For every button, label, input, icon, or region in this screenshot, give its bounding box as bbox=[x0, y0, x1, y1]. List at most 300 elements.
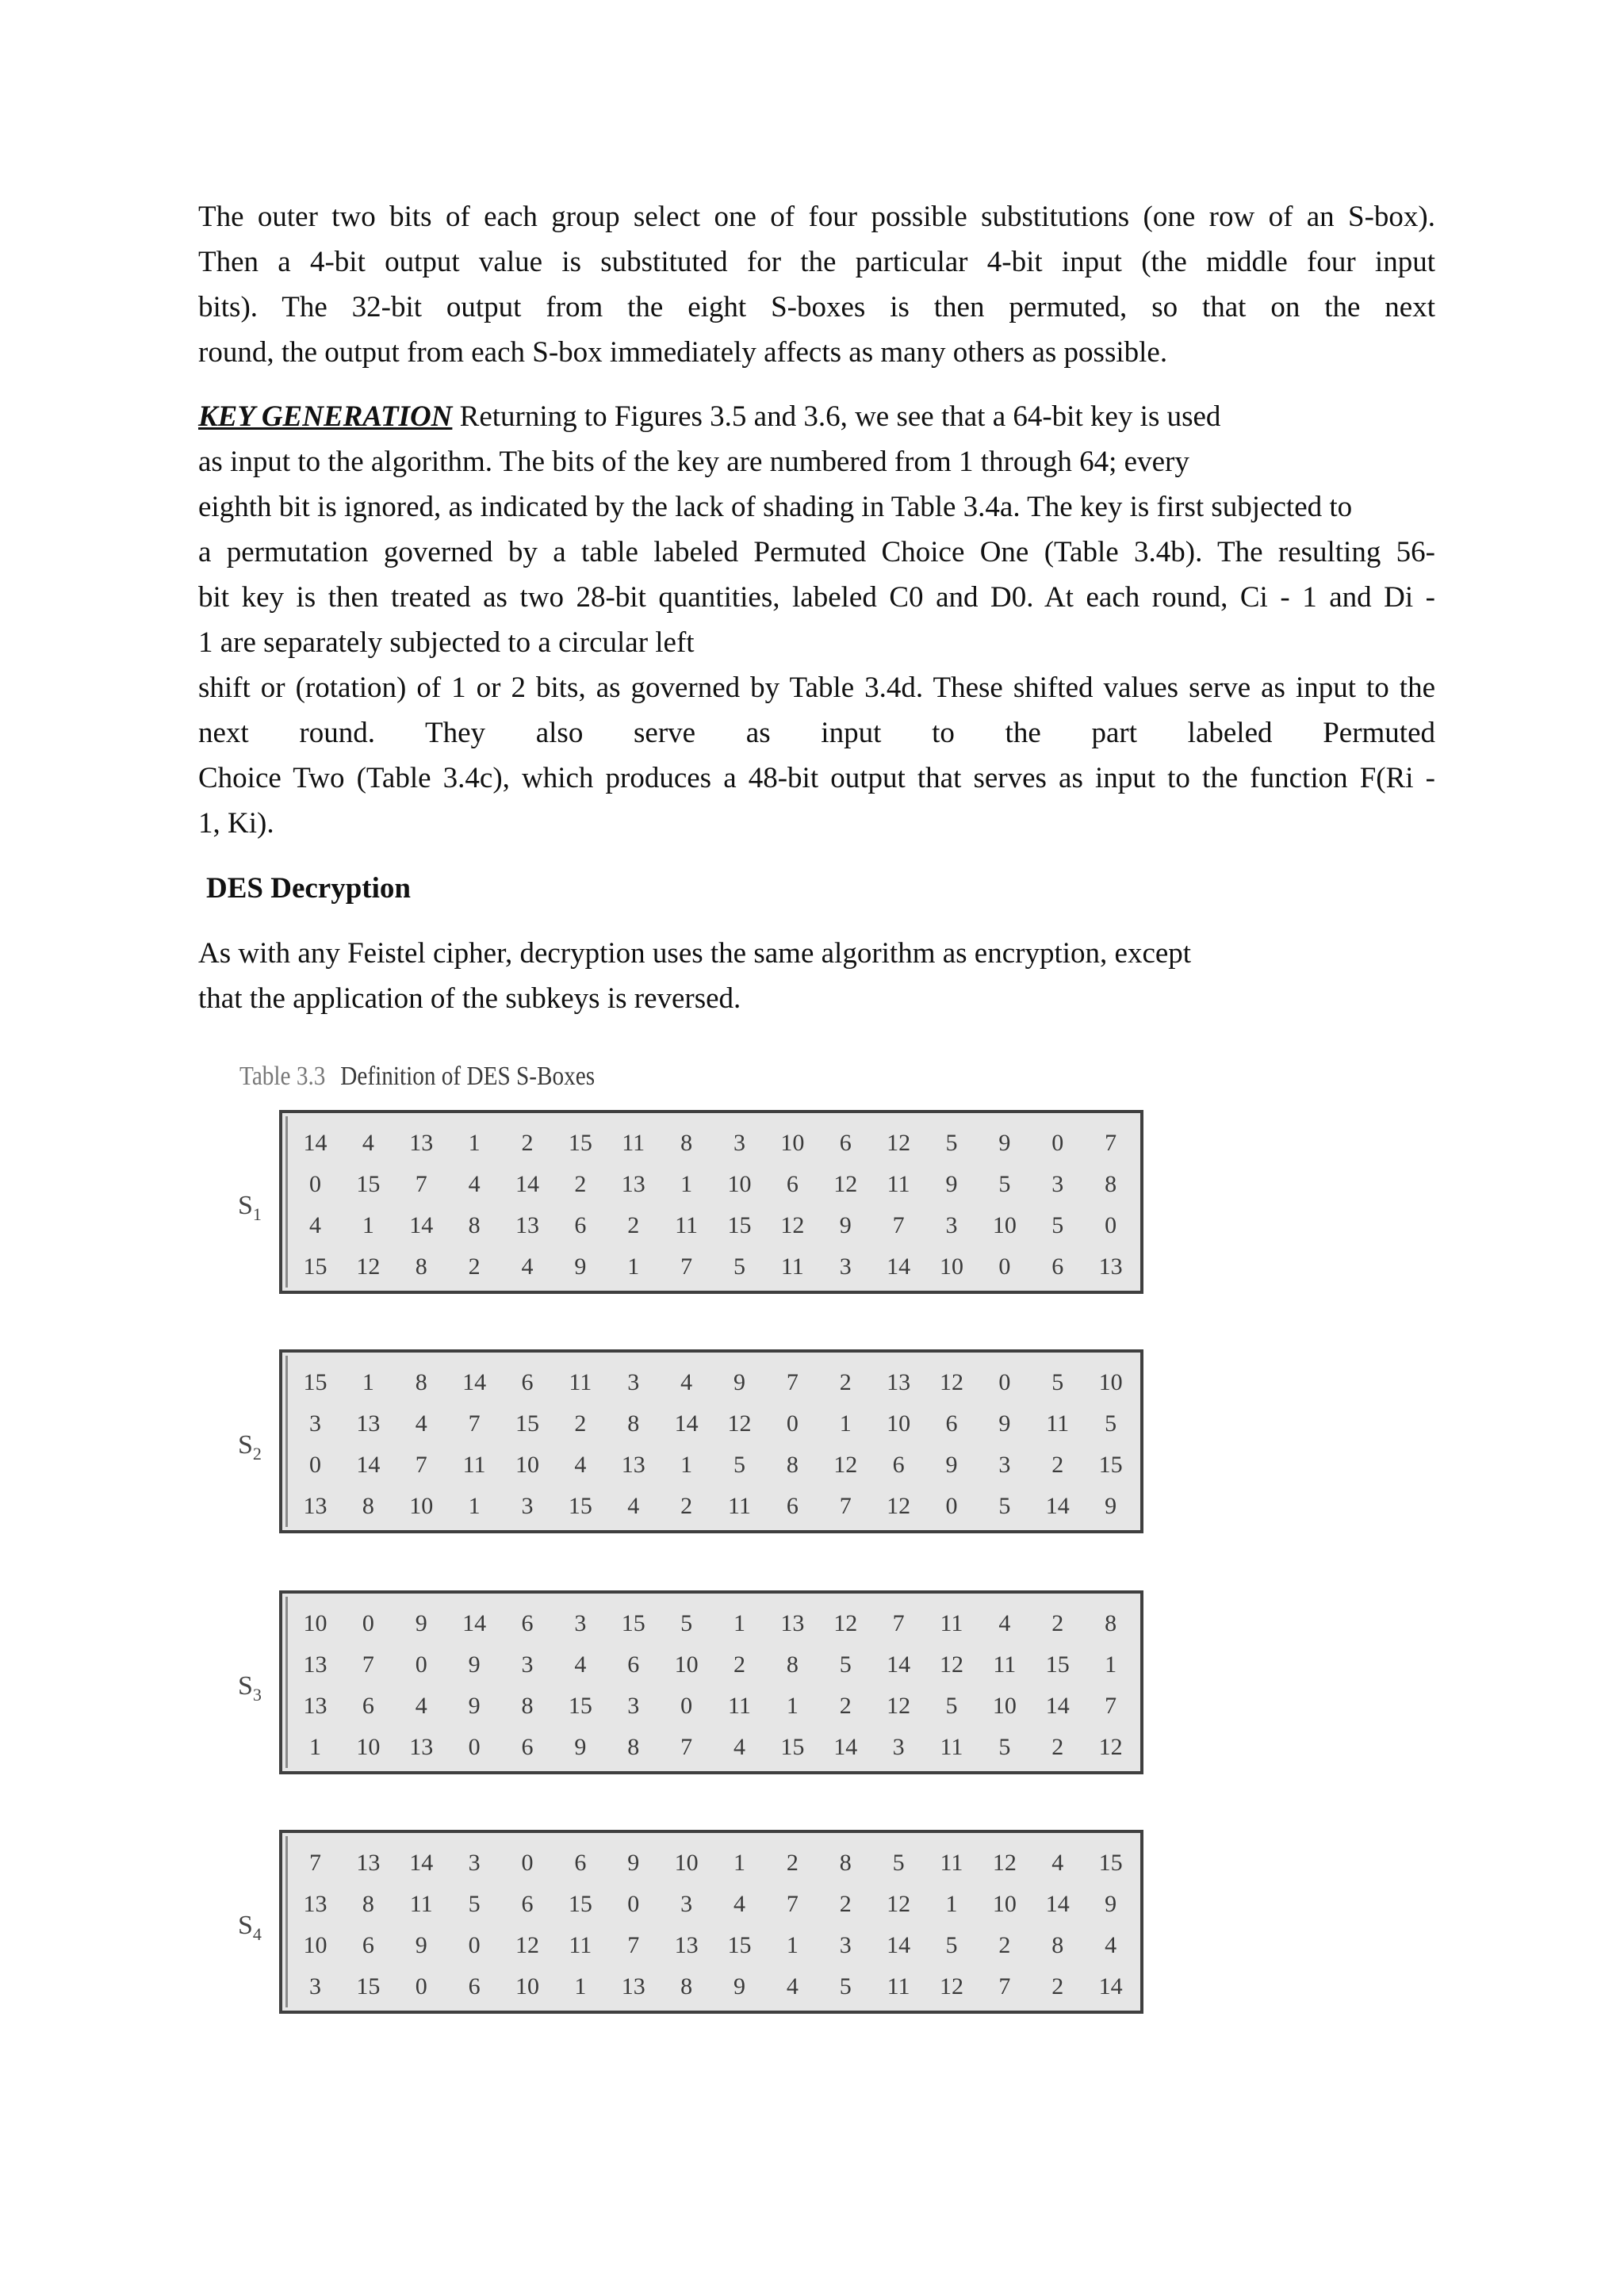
sbox-cell: 4 bbox=[627, 1493, 640, 1519]
sbox-cell: 12 bbox=[939, 1651, 963, 1678]
sbox-cell: 12 bbox=[833, 1452, 858, 1478]
sbox-cell: 10 bbox=[992, 1891, 1017, 1917]
sbox-3-label: $S_3$ bbox=[238, 1671, 262, 1705]
sbox-cell: 11 bbox=[727, 1493, 751, 1519]
sbox-cell: 14 bbox=[409, 1212, 434, 1238]
sbox-cell: 0 bbox=[1051, 1130, 1064, 1156]
des-decryption-line-1: As with any Feistel cipher, decryption uses the same algorithm as encryption, except bbox=[198, 937, 1192, 970]
sbox-cell: 13 bbox=[515, 1212, 539, 1238]
table-row bbox=[289, 1686, 1137, 1727]
sbox-cell: 0 bbox=[308, 1171, 321, 1197]
paragraph-1-line-4: round, the output from each S-box immediately affects as many others as possible. bbox=[198, 336, 1168, 369]
sbox-cell: 6 bbox=[521, 1610, 534, 1636]
sbox-cell: 9 bbox=[1105, 1493, 1117, 1519]
sbox-cell: 4 bbox=[998, 1610, 1011, 1636]
sbox-cell: 13 bbox=[303, 1891, 327, 1917]
sbox-cell: 7 bbox=[415, 1171, 427, 1197]
sbox-cell: 7 bbox=[627, 1932, 640, 1958]
sbox-cell: 3 bbox=[627, 1369, 640, 1395]
sbox-cell: 15 bbox=[727, 1212, 752, 1238]
sbox-cell: 14 bbox=[515, 1171, 539, 1197]
sbox-cell: 2 bbox=[839, 1693, 852, 1719]
sbox-cell: 11 bbox=[462, 1452, 486, 1478]
sbox-cell: 10 bbox=[515, 1973, 539, 1999]
sbox-cell: 7 bbox=[468, 1410, 481, 1437]
sbox-cell: 1 bbox=[786, 1932, 799, 1958]
sbox-cell: 1 bbox=[945, 1891, 958, 1917]
sbox-cell: 8 bbox=[468, 1212, 481, 1238]
sbox-cell: 8 bbox=[362, 1493, 374, 1519]
sbox-cell: 2 bbox=[839, 1891, 852, 1917]
sbox-cell: 4 bbox=[1051, 1850, 1064, 1876]
sbox-1-label: $S_1$ bbox=[238, 1191, 262, 1224]
table-row bbox=[289, 1246, 1137, 1288]
sbox-cell: 11 bbox=[887, 1171, 910, 1197]
sbox-cell: 7 bbox=[1105, 1693, 1117, 1719]
sbox-cell: 12 bbox=[515, 1932, 539, 1958]
sbox-cell: 9 bbox=[733, 1973, 745, 1999]
sbox-1 bbox=[279, 1110, 1143, 1294]
sbox-cell: 11 bbox=[727, 1693, 751, 1719]
sbox-cell: 4 bbox=[574, 1651, 587, 1678]
sbox-cell: 10 bbox=[780, 1130, 805, 1156]
sbox-cell: 15 bbox=[568, 1493, 592, 1519]
sbox-cell: 14 bbox=[674, 1410, 699, 1437]
sbox-cell: 2 bbox=[468, 1253, 481, 1280]
sbox-1-grid bbox=[289, 1123, 1137, 1288]
table-row bbox=[289, 1403, 1137, 1445]
sbox-cell: 1 bbox=[574, 1973, 587, 1999]
sbox-cell: 12 bbox=[887, 1493, 911, 1519]
table-row bbox=[289, 1925, 1137, 1966]
sbox-cell: 8 bbox=[1105, 1610, 1117, 1636]
sbox-cell: 2 bbox=[1051, 1734, 1064, 1760]
sbox-cell: 6 bbox=[892, 1452, 905, 1478]
sbox-cell: 12 bbox=[939, 1369, 963, 1395]
sbox-cell: 9 bbox=[945, 1171, 958, 1197]
table-row bbox=[289, 1966, 1137, 2007]
sbox-cell: 14 bbox=[462, 1369, 487, 1395]
sbox-cell: 6 bbox=[362, 1932, 374, 1958]
sbox-cell: 9 bbox=[415, 1610, 427, 1636]
sbox-cell: 11 bbox=[940, 1610, 963, 1636]
sbox-cell: 6 bbox=[627, 1651, 640, 1678]
sbox-divider bbox=[285, 1356, 288, 1527]
sbox-cell: 12 bbox=[833, 1610, 858, 1636]
sbox-cell: 0 bbox=[415, 1973, 427, 1999]
sbox-cell: 14 bbox=[1045, 1891, 1070, 1917]
sbox-cell: 7 bbox=[998, 1973, 1011, 1999]
sbox-cell: 10 bbox=[887, 1410, 911, 1437]
table-row bbox=[289, 1205, 1137, 1246]
key-generation-line-1 bbox=[198, 394, 1435, 439]
sbox-cell: 1 bbox=[680, 1171, 693, 1197]
sbox-2-label: $S_2$ bbox=[238, 1430, 262, 1464]
sbox-cell: 1 bbox=[1105, 1651, 1117, 1678]
sbox-cell: 2 bbox=[839, 1369, 852, 1395]
sbox-cell: 1 bbox=[839, 1410, 852, 1437]
sbox-cell: 0 bbox=[786, 1410, 799, 1437]
sbox-cell: 10 bbox=[992, 1212, 1017, 1238]
sbox-cell: 13 bbox=[780, 1610, 805, 1636]
sbox-cell: 3 bbox=[733, 1130, 745, 1156]
sbox-cell: 13 bbox=[409, 1734, 434, 1760]
sbox-cell: 9 bbox=[998, 1130, 1011, 1156]
sbox-cell: 6 bbox=[786, 1493, 799, 1519]
sbox-cell: 8 bbox=[680, 1130, 693, 1156]
sbox-cell: 14 bbox=[303, 1130, 327, 1156]
sbox-cell: 7 bbox=[892, 1212, 905, 1238]
sbox-cell: 10 bbox=[674, 1651, 699, 1678]
sbox-cell: 13 bbox=[303, 1693, 327, 1719]
sbox-cell: 11 bbox=[569, 1932, 592, 1958]
sbox-cell: 4 bbox=[680, 1369, 693, 1395]
sbox-cell: 6 bbox=[521, 1369, 534, 1395]
sbox-cell: 12 bbox=[1098, 1734, 1123, 1760]
sbox-cell: 1 bbox=[680, 1452, 693, 1478]
sbox-cell: 8 bbox=[680, 1973, 693, 1999]
sbox-cell: 14 bbox=[887, 1932, 911, 1958]
sbox-cell: 10 bbox=[939, 1253, 963, 1280]
table-caption-number: Table 3.3 bbox=[239, 1062, 326, 1091]
sbox-cell: 5 bbox=[733, 1452, 745, 1478]
sbox-cell: 7 bbox=[362, 1651, 374, 1678]
sbox-cell: 0 bbox=[468, 1932, 481, 1958]
sbox-cell: 14 bbox=[1045, 1493, 1070, 1519]
sbox-4 bbox=[279, 1830, 1143, 2014]
sbox-cell: 9 bbox=[415, 1932, 427, 1958]
sbox-cell: 5 bbox=[945, 1932, 958, 1958]
sbox-cell: 0 bbox=[998, 1369, 1011, 1395]
key-generation-line-9: Choice Two (Table 3.4c), which produces a 48-bit output that serves as input to the function F(Ri - bbox=[198, 762, 1435, 794]
sbox-cell: 9 bbox=[1105, 1891, 1117, 1917]
sbox-cell: 6 bbox=[574, 1212, 587, 1238]
sbox-cell: 13 bbox=[621, 1452, 645, 1478]
key-generation-line-6: 1 are separately subjected to a circular left bbox=[198, 626, 695, 659]
sbox-cell: 8 bbox=[786, 1651, 799, 1678]
table-row bbox=[289, 1486, 1137, 1527]
sbox-cell: 2 bbox=[574, 1410, 587, 1437]
sbox-cell: 7 bbox=[680, 1734, 693, 1760]
sbox-cell: 6 bbox=[945, 1410, 958, 1437]
sbox-cell: 15 bbox=[356, 1973, 381, 1999]
sbox-cell: 8 bbox=[362, 1891, 374, 1917]
sbox-cell: 11 bbox=[887, 1973, 910, 1999]
sbox-cell: 3 bbox=[627, 1693, 640, 1719]
sbox-cell: 11 bbox=[1046, 1410, 1070, 1437]
sbox-cell: 14 bbox=[833, 1734, 858, 1760]
sbox-cell: 15 bbox=[303, 1369, 327, 1395]
sbox-cell: 11 bbox=[940, 1734, 963, 1760]
sbox-cell: 15 bbox=[1098, 1850, 1123, 1876]
sbox-cell: 7 bbox=[786, 1891, 799, 1917]
sbox-cell: 3 bbox=[945, 1212, 958, 1238]
sbox-cell: 2 bbox=[786, 1850, 799, 1876]
paragraph-1-line-3: bits). The 32-bit output from the eight S-boxes is then permuted, so that on the next bbox=[198, 291, 1435, 323]
sbox-cell: 3 bbox=[892, 1734, 905, 1760]
sbox-cell: 9 bbox=[627, 1850, 640, 1876]
sbox-cell: 2 bbox=[521, 1130, 534, 1156]
des-decryption-heading: DES Decryption bbox=[206, 872, 411, 905]
table-row bbox=[289, 1164, 1137, 1205]
sbox-cell: 0 bbox=[415, 1651, 427, 1678]
sbox-cell: 5 bbox=[998, 1734, 1011, 1760]
sbox-cell: 12 bbox=[887, 1693, 911, 1719]
sbox-cell: 13 bbox=[674, 1932, 699, 1958]
sbox-cell: 4 bbox=[521, 1253, 534, 1280]
sbox-cell: 11 bbox=[993, 1651, 1017, 1678]
sbox-cell: 7 bbox=[892, 1610, 905, 1636]
key-generation-line-3: eighth bit is ignored, as indicated by the lack of shading in Table 3.4a. The key is first subjected to bbox=[198, 491, 1353, 523]
sbox-cell: 9 bbox=[839, 1212, 852, 1238]
sbox-cell: 10 bbox=[303, 1610, 327, 1636]
sbox-divider bbox=[285, 1597, 288, 1768]
sbox-cell: 8 bbox=[839, 1850, 852, 1876]
sbox-cell: 5 bbox=[998, 1171, 1011, 1197]
sbox-4-grid bbox=[289, 1843, 1137, 2007]
sbox-cell: 5 bbox=[839, 1973, 852, 1999]
sbox-cell: 14 bbox=[1045, 1693, 1070, 1719]
sbox-cell: 8 bbox=[1105, 1171, 1117, 1197]
sbox-cell: 5 bbox=[998, 1493, 1011, 1519]
key-generation-heading: KEY GENERATION bbox=[198, 400, 453, 433]
sbox-cell: 15 bbox=[303, 1253, 327, 1280]
sbox-cell: 13 bbox=[303, 1493, 327, 1519]
sbox-cell: 10 bbox=[1098, 1369, 1123, 1395]
sbox-cell: 11 bbox=[675, 1212, 698, 1238]
sbox-cell: 13 bbox=[887, 1369, 911, 1395]
sbox-cell: 5 bbox=[945, 1693, 958, 1719]
sbox-cell: 1 bbox=[362, 1369, 374, 1395]
sbox-cell: 13 bbox=[303, 1651, 327, 1678]
sbox-cell: 8 bbox=[627, 1734, 640, 1760]
table-row bbox=[289, 1884, 1137, 1925]
sbox-cell: 4 bbox=[468, 1171, 481, 1197]
sbox-cell: 6 bbox=[521, 1734, 534, 1760]
table-row bbox=[289, 1362, 1137, 1403]
sbox-cell: 0 bbox=[521, 1850, 534, 1876]
sbox-cell: 7 bbox=[308, 1850, 321, 1876]
sbox-cell: 13 bbox=[621, 1973, 645, 1999]
sbox-divider bbox=[285, 1836, 288, 2007]
table-row bbox=[289, 1843, 1137, 1884]
sbox-divider bbox=[285, 1116, 288, 1288]
sbox-cell: 2 bbox=[627, 1212, 640, 1238]
sbox-cell: 4 bbox=[362, 1130, 374, 1156]
sbox-cell: 6 bbox=[468, 1973, 481, 1999]
sbox-cell: 6 bbox=[521, 1891, 534, 1917]
sbox-cell: 2 bbox=[733, 1651, 745, 1678]
sbox-cell: 3 bbox=[839, 1253, 852, 1280]
sbox-cell: 9 bbox=[945, 1452, 958, 1478]
sbox-cell: 4 bbox=[308, 1212, 321, 1238]
sbox-cell: 5 bbox=[733, 1253, 745, 1280]
sbox-cell: 13 bbox=[356, 1410, 381, 1437]
sbox-3 bbox=[279, 1590, 1143, 1774]
sbox-cell: 7 bbox=[786, 1369, 799, 1395]
sbox-3-grid bbox=[289, 1603, 1137, 1768]
sbox-cell: 4 bbox=[733, 1734, 745, 1760]
sbox-cell: 12 bbox=[887, 1891, 911, 1917]
sbox-cell: 9 bbox=[998, 1410, 1011, 1437]
key-generation-line-8: next round. They also serve as input to the part labeled Permuted bbox=[198, 717, 1435, 749]
sbox-cell: 12 bbox=[939, 1973, 963, 1999]
sbox-cell: 13 bbox=[621, 1171, 645, 1197]
sbox-cell: 3 bbox=[680, 1891, 693, 1917]
key-generation-line-2: as input to the algorithm. The bits of the key are numbered from 1 through 64; every bbox=[198, 446, 1189, 478]
sbox-cell: 3 bbox=[1051, 1171, 1064, 1197]
sbox-cell: 15 bbox=[568, 1891, 592, 1917]
sbox-cell: 11 bbox=[940, 1850, 963, 1876]
sbox-cell: 15 bbox=[515, 1410, 539, 1437]
sbox-cell: 10 bbox=[992, 1693, 1017, 1719]
sbox-cell: 8 bbox=[415, 1369, 427, 1395]
sbox-cell: 1 bbox=[308, 1734, 321, 1760]
sbox-cell: 8 bbox=[1051, 1932, 1064, 1958]
sbox-cell: 11 bbox=[780, 1253, 804, 1280]
sbox-cell: 13 bbox=[1098, 1253, 1123, 1280]
sbox-cell: 0 bbox=[945, 1493, 958, 1519]
sbox-cell: 10 bbox=[356, 1734, 381, 1760]
sbox-cell: 14 bbox=[887, 1253, 911, 1280]
sbox-cell: 9 bbox=[574, 1253, 587, 1280]
sbox-cell: 2 bbox=[1051, 1610, 1064, 1636]
sbox-cell: 9 bbox=[468, 1693, 481, 1719]
sbox-cell: 0 bbox=[1105, 1212, 1117, 1238]
sbox-cell: 7 bbox=[415, 1452, 427, 1478]
sbox-cell: 7 bbox=[839, 1493, 852, 1519]
sbox-cell: 13 bbox=[356, 1850, 381, 1876]
paragraph-1-line-1: The outer two bits of each group select one of four possible substitutions (one row of an S-box). bbox=[198, 201, 1435, 233]
sbox-cell: 3 bbox=[468, 1850, 481, 1876]
sbox-cell: 6 bbox=[362, 1693, 374, 1719]
sbox-cell: 15 bbox=[1098, 1452, 1123, 1478]
sbox-cell: 6 bbox=[574, 1850, 587, 1876]
sbox-cell: 4 bbox=[574, 1452, 587, 1478]
sbox-cell: 5 bbox=[945, 1130, 958, 1156]
sbox-cell: 15 bbox=[780, 1734, 805, 1760]
sbox-cell: 0 bbox=[627, 1891, 640, 1917]
table-row bbox=[289, 1603, 1137, 1644]
sbox-cell: 0 bbox=[308, 1452, 321, 1478]
sbox-cell: 15 bbox=[1045, 1651, 1070, 1678]
key-generation-line-5: bit key is then treated as two 28-bit quantities, labeled C0 and D0. At each round, Ci - 1 and Di - bbox=[198, 581, 1435, 614]
sbox-cell: 10 bbox=[303, 1932, 327, 1958]
key-generation-line-1-text: Returning to Figures 3.5 and 3.6, we see that a 64-bit key is used bbox=[452, 400, 1221, 433]
table-row bbox=[289, 1727, 1137, 1768]
sbox-cell: 14 bbox=[462, 1610, 487, 1636]
sbox-cell: 8 bbox=[627, 1410, 640, 1437]
sbox-cell: 14 bbox=[356, 1452, 381, 1478]
sbox-cell: 3 bbox=[839, 1932, 852, 1958]
sbox-cell: 15 bbox=[621, 1610, 645, 1636]
sbox-cell: 15 bbox=[727, 1932, 752, 1958]
sbox-cell: 0 bbox=[362, 1610, 374, 1636]
sbox-cell: 1 bbox=[733, 1610, 745, 1636]
sbox-cell: 6 bbox=[786, 1171, 799, 1197]
sbox-cell: 5 bbox=[680, 1610, 693, 1636]
sbox-4-label: $S_4$ bbox=[238, 1911, 262, 1944]
sbox-cell: 12 bbox=[833, 1171, 858, 1197]
sbox-cell: 2 bbox=[1051, 1452, 1064, 1478]
sbox-cell: 3 bbox=[521, 1493, 534, 1519]
sbox-cell: 12 bbox=[727, 1410, 752, 1437]
sbox-cell: 0 bbox=[998, 1253, 1011, 1280]
sbox-cell: 15 bbox=[568, 1130, 592, 1156]
sbox-cell: 5 bbox=[468, 1891, 481, 1917]
sbox-cell: 2 bbox=[1051, 1973, 1064, 1999]
sbox-cell: 15 bbox=[568, 1693, 592, 1719]
sbox-cell: 12 bbox=[887, 1130, 911, 1156]
sbox-cell: 2 bbox=[680, 1493, 693, 1519]
sbox-cell: 12 bbox=[780, 1212, 805, 1238]
sbox-cell: 7 bbox=[1105, 1130, 1117, 1156]
sbox-cell: 4 bbox=[733, 1891, 745, 1917]
sbox-cell: 9 bbox=[733, 1369, 745, 1395]
sbox-cell: 1 bbox=[362, 1212, 374, 1238]
sbox-cell: 15 bbox=[356, 1171, 381, 1197]
sbox-cell: 8 bbox=[521, 1693, 534, 1719]
sbox-cell: 1 bbox=[627, 1253, 640, 1280]
key-generation-line-4: a permutation governed by a table labeled Permuted Choice One (Table 3.4b). The resulting 56- bbox=[198, 536, 1435, 568]
key-generation-line-10: 1, Ki). bbox=[198, 807, 274, 840]
sbox-cell: 3 bbox=[308, 1410, 321, 1437]
sbox-cell: 12 bbox=[356, 1253, 381, 1280]
sbox-cell: 1 bbox=[786, 1693, 799, 1719]
paragraph-1-line-2: Then a 4-bit output value is substituted for the particular 4-bit input (the middle four input bbox=[198, 246, 1435, 278]
sbox-cell: 9 bbox=[468, 1651, 481, 1678]
sbox-cell: 3 bbox=[308, 1973, 321, 1999]
sbox-cell: 4 bbox=[415, 1693, 427, 1719]
sbox-cell: 6 bbox=[839, 1130, 852, 1156]
sbox-2 bbox=[279, 1349, 1143, 1533]
sbox-cell: 10 bbox=[515, 1452, 539, 1478]
table-caption-title: Definition of DES S-Boxes bbox=[340, 1062, 596, 1091]
sbox-cell: 3 bbox=[521, 1651, 534, 1678]
sbox-cell: 10 bbox=[674, 1850, 699, 1876]
sbox-cell: 4 bbox=[786, 1973, 799, 1999]
des-decryption-line-2: that the application of the subkeys is reversed. bbox=[198, 982, 741, 1015]
sbox-cell: 13 bbox=[409, 1130, 434, 1156]
sbox-cell: 1 bbox=[733, 1850, 745, 1876]
sbox-cell: 14 bbox=[1098, 1973, 1123, 1999]
sbox-cell: 6 bbox=[1051, 1253, 1064, 1280]
sbox-cell: 11 bbox=[622, 1130, 645, 1156]
sbox-cell: 4 bbox=[415, 1410, 427, 1437]
sbox-cell: 1 bbox=[468, 1130, 481, 1156]
sbox-cell: 8 bbox=[415, 1253, 427, 1280]
sbox-cell: 2 bbox=[998, 1932, 1011, 1958]
sbox-2-grid bbox=[289, 1362, 1137, 1527]
sbox-cell: 10 bbox=[727, 1171, 752, 1197]
sbox-cell: 1 bbox=[468, 1493, 481, 1519]
sbox-cell: 0 bbox=[680, 1693, 693, 1719]
key-generation-line-7: shift or (rotation) of 1 or 2 bits, as governed by Table 3.4d. These shifted values serve as input to the bbox=[198, 672, 1435, 704]
sbox-cell: 5 bbox=[892, 1850, 905, 1876]
sbox-cell: 11 bbox=[409, 1891, 433, 1917]
sbox-cell: 14 bbox=[887, 1651, 911, 1678]
table-row bbox=[289, 1123, 1137, 1164]
sbox-cell: 5 bbox=[1051, 1369, 1064, 1395]
sbox-cell: 5 bbox=[839, 1651, 852, 1678]
sbox-cell: 14 bbox=[409, 1850, 434, 1876]
sbox-cell: 9 bbox=[574, 1734, 587, 1760]
table-caption bbox=[239, 1059, 595, 1094]
table-row bbox=[289, 1644, 1137, 1686]
sbox-cell: 0 bbox=[468, 1734, 481, 1760]
sbox-cell: 2 bbox=[574, 1171, 587, 1197]
sbox-cell: 5 bbox=[1105, 1410, 1117, 1437]
